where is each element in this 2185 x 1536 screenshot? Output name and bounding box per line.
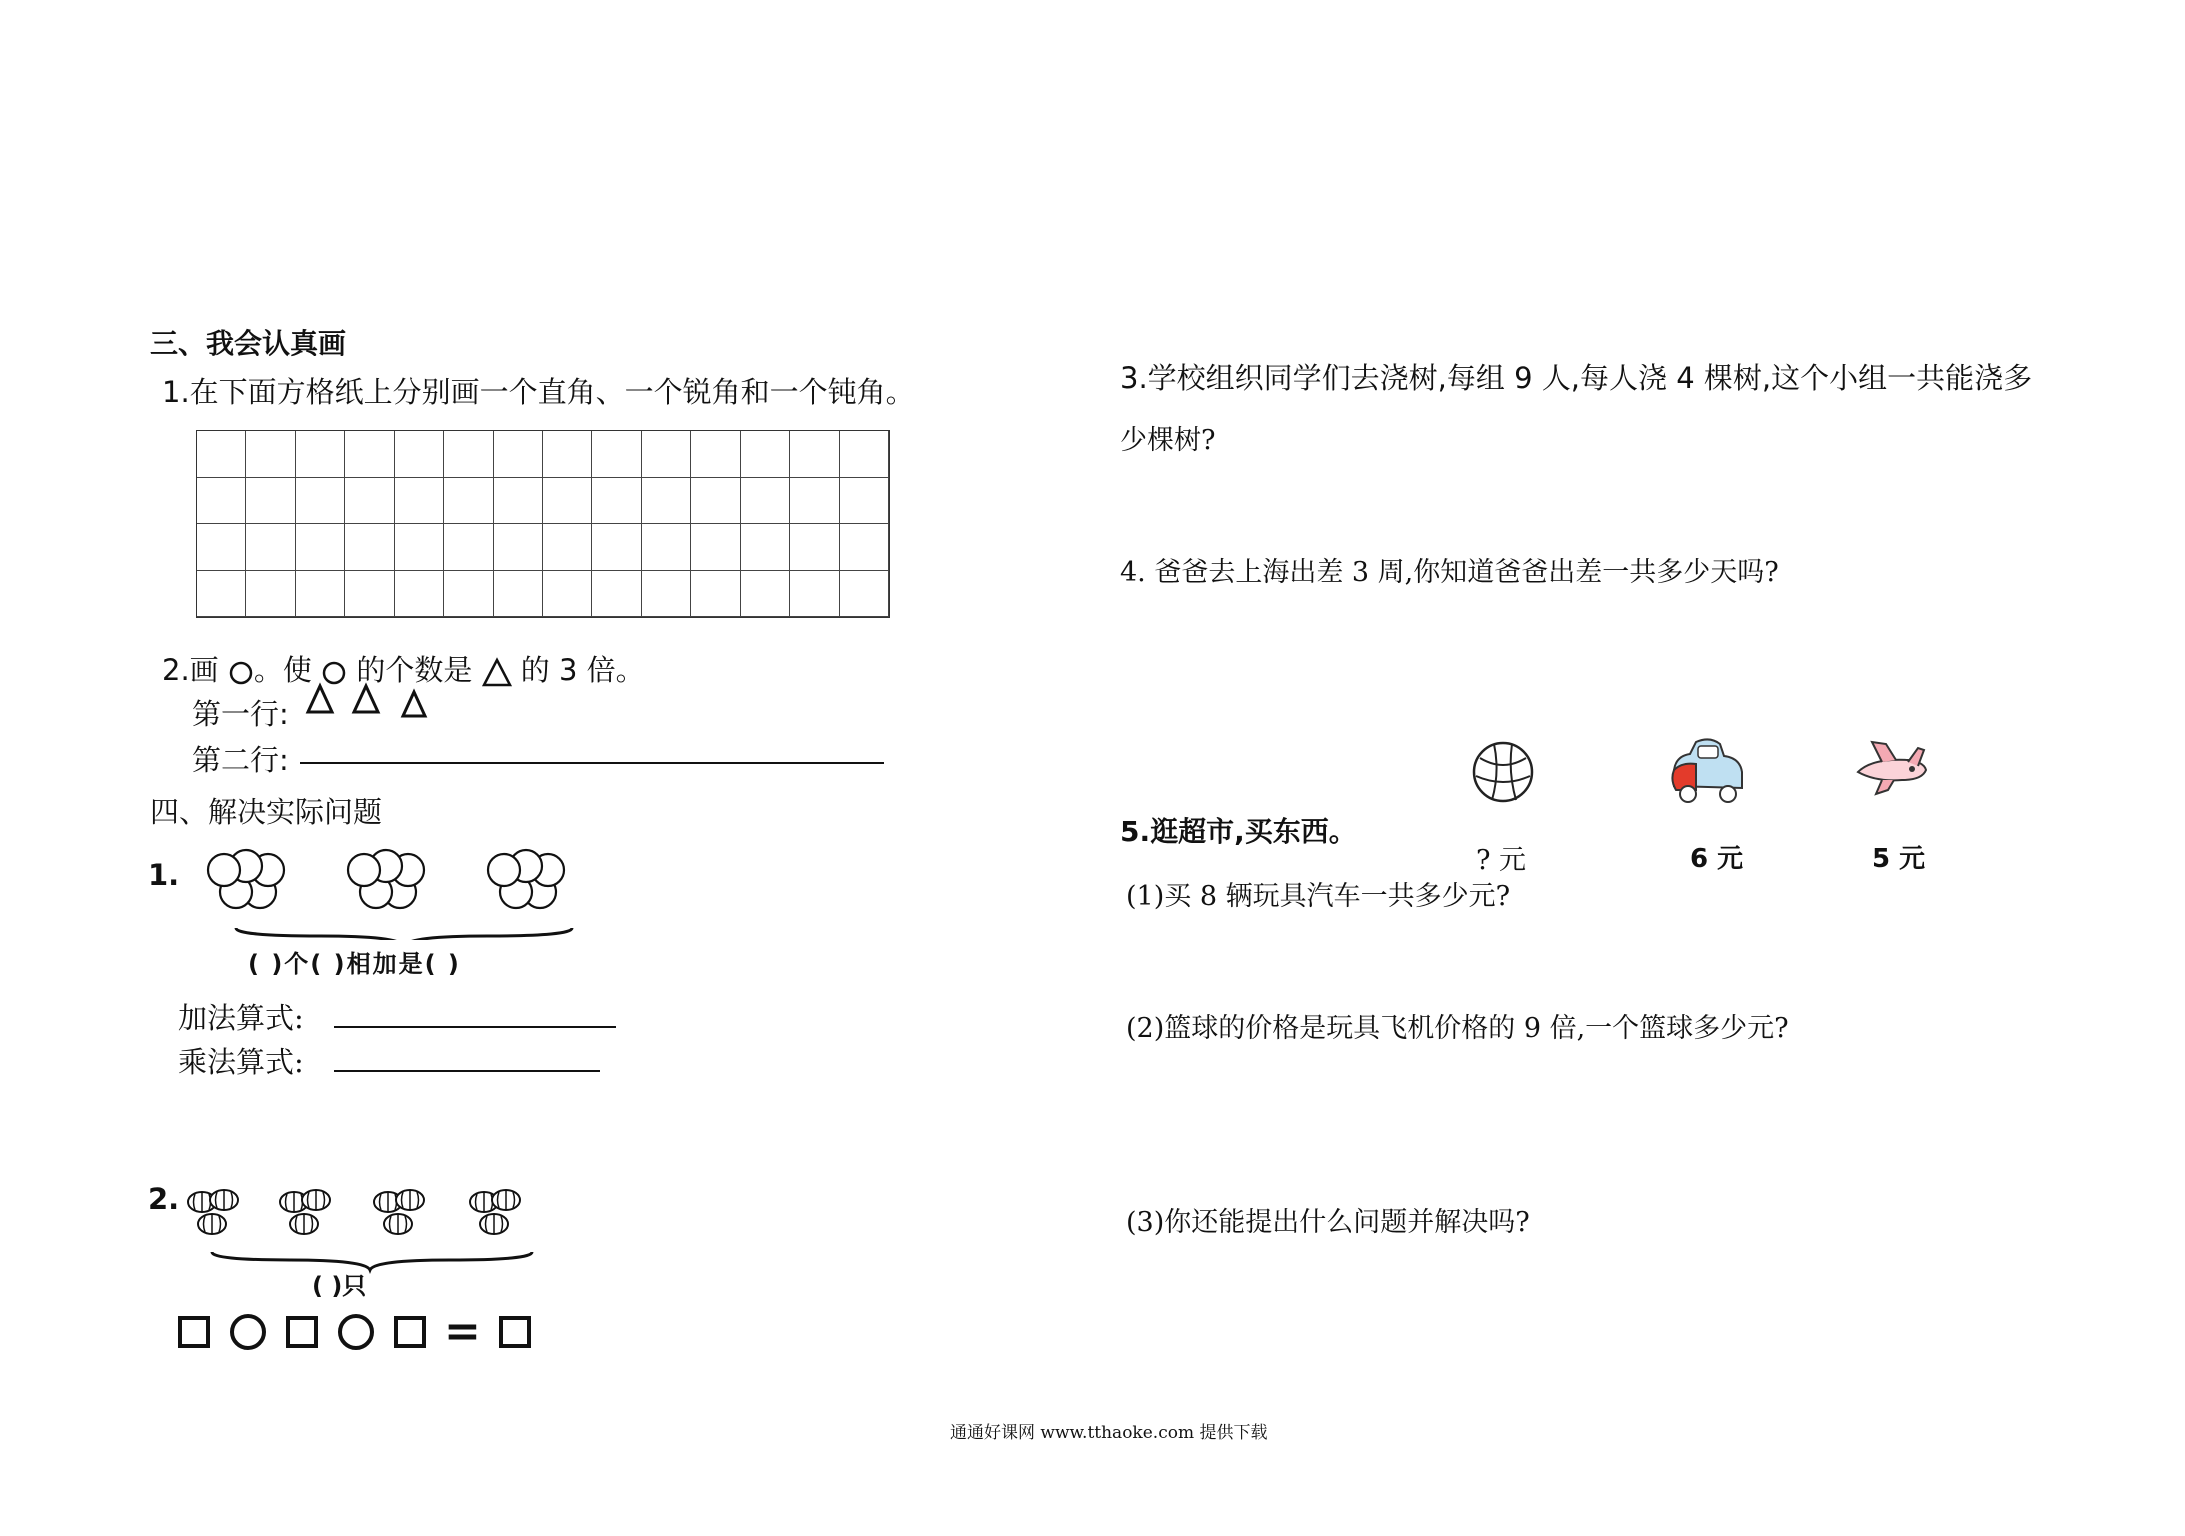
grid-cell[interactable]	[741, 431, 790, 478]
row2-answer-line[interactable]	[300, 762, 884, 764]
equals-sign: =	[444, 1306, 481, 1357]
grid-cell[interactable]	[543, 431, 592, 478]
pumpkin-groups	[180, 1180, 580, 1280]
grid-cell[interactable]	[345, 431, 394, 478]
price-plane: 5 元	[1872, 844, 1926, 874]
q2-prefix: 2.画	[162, 653, 219, 687]
triangle-row	[304, 682, 444, 722]
grid-cell[interactable]	[741, 571, 790, 618]
multiplication-label: 乘法算式:	[178, 1045, 304, 1079]
row2-label: 第二行:	[192, 743, 289, 777]
grid-cell[interactable]	[642, 524, 691, 571]
grid-cell[interactable]	[840, 478, 889, 525]
footer-text[interactable]: 通通好课网 www.tthaoke.com 提供下载	[950, 1423, 1268, 1443]
question-5-3: (3)你还能提出什么问题并解决吗?	[1126, 1207, 1530, 1238]
problem-1-number: 1.	[148, 858, 180, 892]
operator-circle[interactable]	[230, 1314, 266, 1350]
grid-cell[interactable]	[444, 524, 493, 571]
grid-cell[interactable]	[691, 571, 740, 618]
grid-cell[interactable]	[642, 431, 691, 478]
grid-cell[interactable]	[444, 478, 493, 525]
price-ball: ? 元	[1476, 845, 1527, 876]
grid-cell[interactable]	[741, 478, 790, 525]
grid-cell[interactable]	[840, 571, 889, 618]
answer-box[interactable]	[499, 1316, 531, 1348]
equation-boxes[interactable]	[168, 1306, 541, 1357]
grid-cell[interactable]	[691, 524, 740, 571]
question-1-text: 1.在下面方格纸上分别画一个直角、一个锐角和一个钝角。	[162, 375, 915, 409]
grid-cell[interactable]	[592, 431, 641, 478]
grid-cell[interactable]	[790, 431, 839, 478]
section3-title: 三、我会认真画	[150, 327, 347, 360]
apple-icon	[348, 854, 380, 886]
section4-title: 四、解决实际问题	[150, 795, 383, 829]
grid-cell[interactable]	[642, 478, 691, 525]
grid-cell[interactable]	[494, 431, 543, 478]
apple-icon	[208, 854, 240, 886]
question-3-line1: 3.学校组织同学们去浇树,每组 9 人,每人浇 4 棵树,这个小组一共能浇多	[1120, 361, 2033, 395]
grid-cell[interactable]	[197, 431, 246, 478]
answer-box[interactable]	[286, 1316, 318, 1348]
grid-cell[interactable]	[246, 478, 295, 525]
question-5-1: (1)买 8 辆玩具汽车一共多少元?	[1126, 881, 1511, 912]
grid-cell[interactable]	[345, 571, 394, 618]
square-grid-paper[interactable]	[196, 430, 890, 618]
q2-suffix: 的 3 倍。	[520, 653, 645, 687]
multiplication-answer-line[interactable]	[334, 1070, 600, 1072]
grid-cell[interactable]	[790, 571, 839, 618]
grid-cell[interactable]	[444, 431, 493, 478]
grid-cell[interactable]	[395, 524, 444, 571]
grid-cell[interactable]	[296, 478, 345, 525]
triangle-icon	[308, 686, 332, 712]
operator-circle[interactable]	[338, 1314, 374, 1350]
triangle-icon	[482, 657, 512, 687]
grid-cell[interactable]	[494, 524, 543, 571]
grid-cell[interactable]	[345, 524, 394, 571]
circle-icon	[228, 659, 254, 685]
answer-box[interactable]	[178, 1316, 210, 1348]
triangle-icon	[354, 686, 378, 712]
grid-cell[interactable]	[592, 478, 641, 525]
grid-cell[interactable]	[395, 571, 444, 618]
grid-cell[interactable]	[444, 571, 493, 618]
grid-cell[interactable]	[543, 571, 592, 618]
addition-label: 加法算式:	[178, 1001, 304, 1035]
ball-icon	[1470, 736, 1536, 808]
grid-cell[interactable]	[691, 431, 740, 478]
question-5-2: (2)篮球的价格是玩具飞机价格的 9 倍,一个篮球多少元?	[1126, 1013, 1789, 1044]
grid-cell[interactable]	[592, 524, 641, 571]
problem-2-number: 2.	[148, 1182, 180, 1216]
grid-cell[interactable]	[840, 431, 889, 478]
grid-cell[interactable]	[642, 571, 691, 618]
grid-cell[interactable]	[395, 431, 444, 478]
grid-cell[interactable]	[790, 478, 839, 525]
plane-icon	[1852, 736, 1932, 798]
grid-cell[interactable]	[691, 478, 740, 525]
grid-cell[interactable]	[197, 524, 246, 571]
grid-cell[interactable]	[197, 478, 246, 525]
grid-cell[interactable]	[840, 524, 889, 571]
car-icon	[1666, 736, 1748, 810]
problem-2-caption: ( )只	[312, 1272, 367, 1300]
grid-cell[interactable]	[246, 431, 295, 478]
grid-cell[interactable]	[197, 571, 246, 618]
grid-cell[interactable]	[345, 478, 394, 525]
grid-cell[interactable]	[296, 431, 345, 478]
triangle-icon	[403, 692, 425, 716]
grid-cell[interactable]	[790, 524, 839, 571]
grid-cell[interactable]	[246, 571, 295, 618]
grid-cell[interactable]	[543, 478, 592, 525]
row1-label: 第一行:	[192, 697, 289, 731]
q2-mid1: 。使	[253, 653, 312, 687]
question-3-line2: 少棵树?	[1120, 425, 1216, 456]
answer-box[interactable]	[394, 1316, 426, 1348]
grid-cell[interactable]	[494, 478, 543, 525]
grid-cell[interactable]	[296, 524, 345, 571]
q2-mid2: 的个数是	[356, 653, 473, 687]
grid-cell[interactable]	[246, 524, 295, 571]
grid-cell[interactable]	[741, 524, 790, 571]
grid-cell[interactable]	[494, 571, 543, 618]
grid-cell[interactable]	[543, 524, 592, 571]
apple-groups	[200, 840, 600, 940]
apple-icon	[488, 854, 520, 886]
grid-cell[interactable]	[395, 478, 444, 525]
question-5-title: 5.逛超市,买东西。	[1120, 815, 1357, 848]
grid-cell[interactable]	[592, 571, 641, 618]
price-car: 6 元	[1690, 844, 1744, 874]
grid-cell[interactable]	[296, 571, 345, 618]
problem-1-caption: ( )个( )相加是( )	[248, 950, 461, 978]
addition-answer-line[interactable]	[334, 1026, 616, 1028]
question-4-text: 4. 爸爸去上海出差 3 周,你知道爸爸出差一共多少天吗?	[1120, 557, 1779, 588]
